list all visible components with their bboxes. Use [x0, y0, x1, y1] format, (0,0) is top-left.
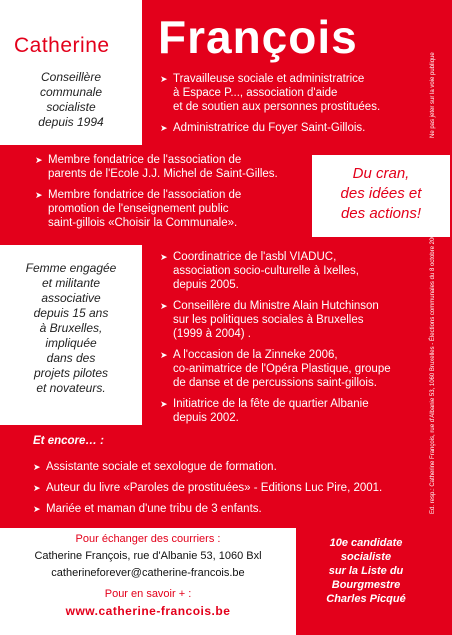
arrow-icon: ➤ [160, 350, 168, 360]
bullets-encore [33, 460, 403, 523]
list-item: ➤ Initiatrice de la fête de quartier Albanie depuis 2002. [160, 398, 369, 424]
list-item: ➤ Coordinatrice de l'asbl VIADUC, association socio-culturelle à Ixelles, depuis 2005. [160, 251, 360, 291]
last-name: François [158, 11, 358, 63]
arrow-icon: ➤ [33, 483, 41, 493]
postal-address: Catherine François, rue d'Albanie 53, 1060 Bxl [34, 550, 262, 562]
arrow-icon: ➤ [160, 301, 168, 311]
profile-panel [0, 245, 142, 425]
encore-title: Et encore… : [33, 435, 104, 447]
contact-heading: Pour échanger des courriers : [75, 533, 221, 545]
slogan-text: Du cran, des idées et des actions! [340, 165, 422, 222]
website-link[interactable]: www.catherine-francois.be [65, 604, 231, 618]
slogan-panel [312, 155, 450, 237]
list-item: ➤ Conseillère du Ministre Alain Hutchinson sur les politiques sociales à Bruxelles (1999 à 2004) . [160, 300, 379, 340]
profile-text: Femme engagée et militante associative depuis 15 ans à Bruxelles, impliquée dans des projets pilotes et novateurs. [25, 261, 117, 395]
arrow-icon: ➤ [35, 190, 43, 200]
bullets-section-2 [35, 153, 305, 237]
arrow-icon: ➤ [33, 504, 41, 514]
candidate-panel [296, 528, 436, 635]
arrow-icon: ➤ [33, 462, 41, 472]
candidate-text: 10e candidate socialiste sur la Liste du Bourgmestre Charles Picqué [326, 537, 406, 605]
bullets-section-3 [160, 250, 415, 432]
role-description: Conseillère communale socialiste depuis 1994 [38, 70, 104, 129]
arrow-icon: ➤ [160, 399, 168, 409]
email-address[interactable]: catherineforever@catherine-francois.be [51, 567, 245, 579]
list-item: ➤ Assistante sociale et sexologue de formation. [33, 461, 277, 473]
list-item: ➤ Administratrice du Foyer Saint-Gillois. [160, 122, 366, 134]
side-note: Ne pas jeter sur la voie publique [430, 52, 436, 138]
contact-panel [0, 528, 296, 635]
list-item: ➤ Membre fondatrice de l'association de parents de l'Ecole J.J. Michel de Saint-Gilles. [35, 154, 278, 180]
list-item: ➤ Membre fondatrice de l'association de promotion de l'enseignement public saint-gillois «Choisir la Communale». [35, 189, 242, 229]
arrow-icon: ➤ [35, 155, 43, 165]
more-info-label: Pour en savoir + : [104, 588, 192, 600]
list-item: ➤ Auteur du livre «Paroles de prostituées» - Editions Luc Pire, 2001. [33, 482, 383, 494]
list-item: ➤ Travailleuse sociale et administratrice à Espace P..., association d'aide et de soutien aux personnes prostituées. [160, 73, 381, 113]
arrow-icon: ➤ [160, 123, 168, 133]
list-item: ➤ A l'occasion de la Zinneke 2006, co-animatrice de l'Opéra Plastique, groupe de danse et de percussions saint-gillois. [160, 349, 391, 389]
list-item: ➤ Mariée et maman d'une tribu de 3 enfants. [33, 503, 262, 515]
first-name: Catherine [14, 34, 110, 57]
arrow-icon: ➤ [160, 252, 168, 262]
imprint-note: Ed. resp.: Catherine François, rue d'Albanie 53, 1060 Bruxelles - Élections communales du 8 octobre 2006 [430, 231, 436, 514]
arrow-icon: ➤ [160, 74, 168, 84]
bullets-section-1 [160, 72, 415, 142]
first-name-panel [0, 0, 142, 145]
